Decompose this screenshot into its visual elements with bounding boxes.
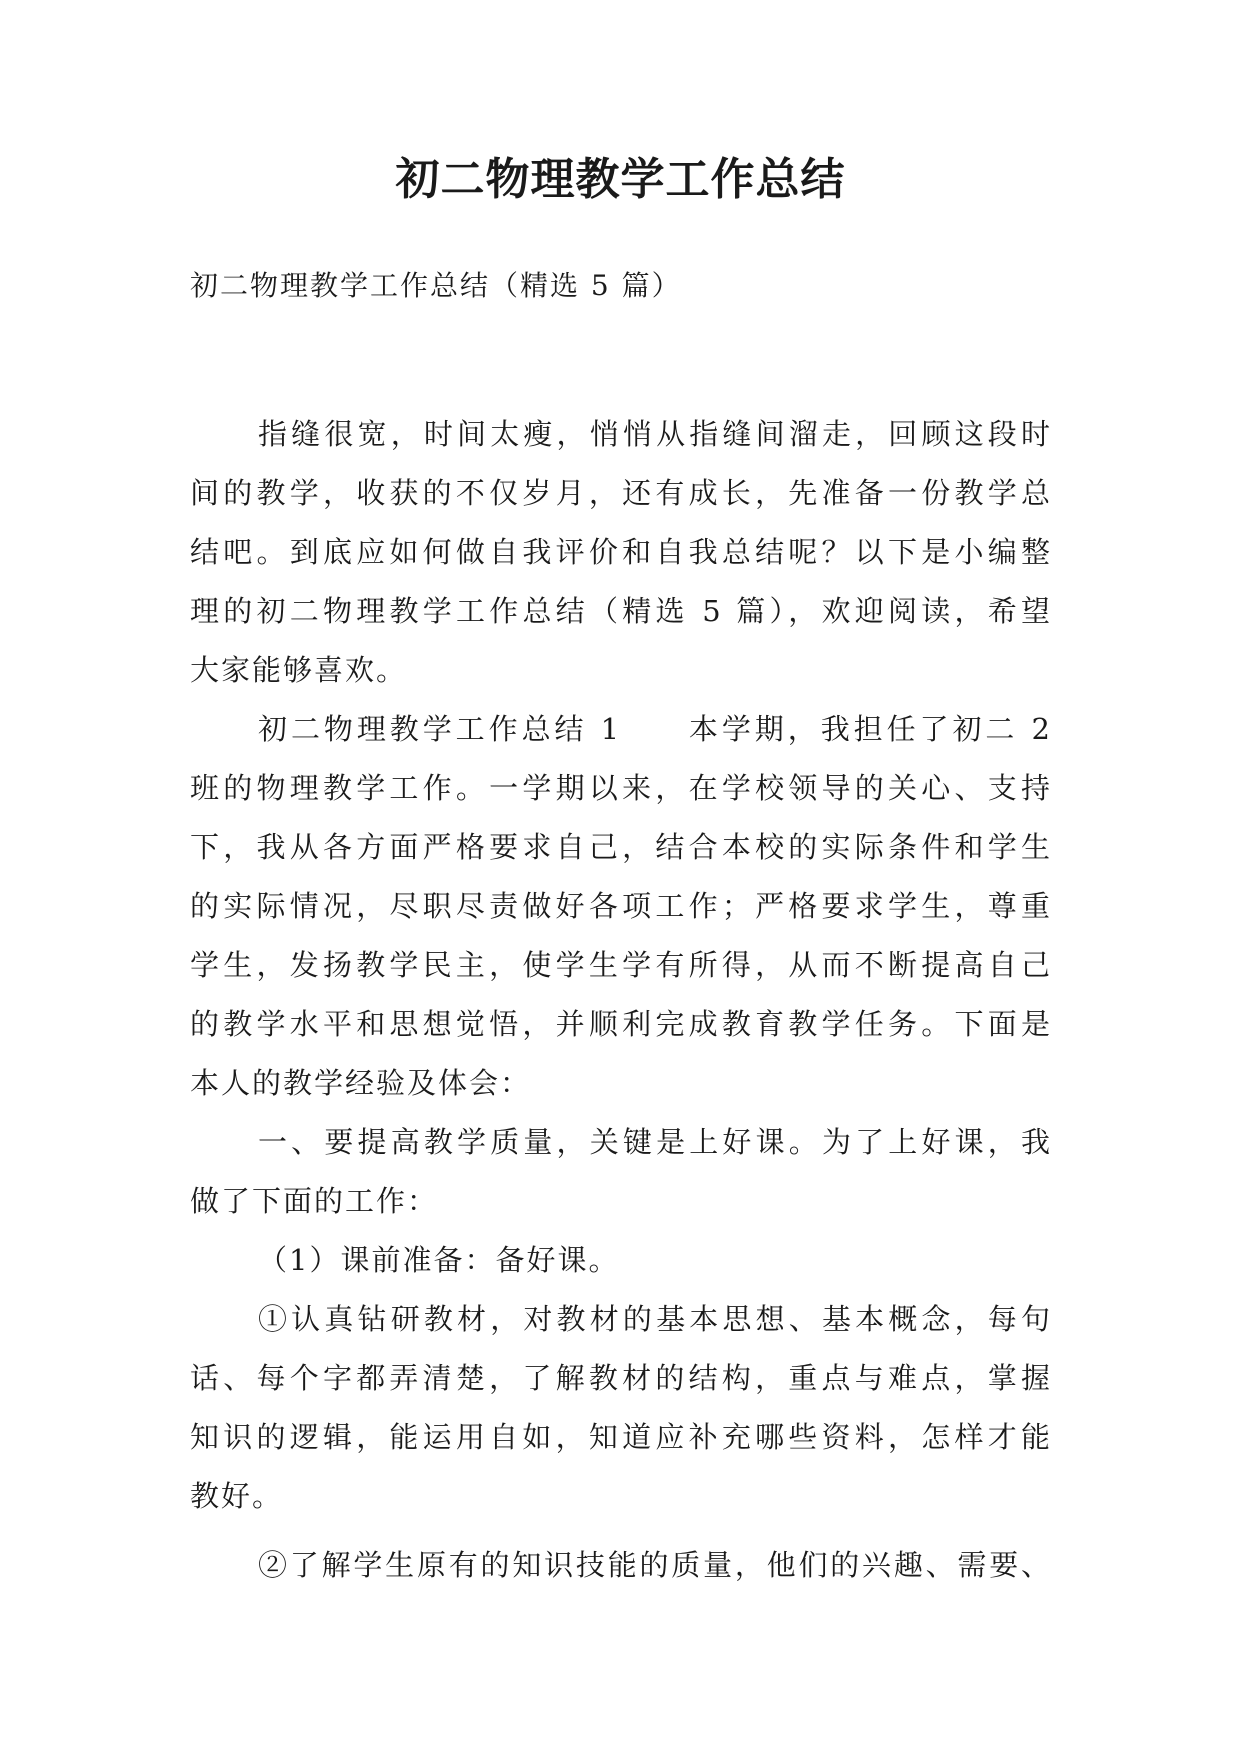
document-subtitle: 初二物理教学工作总结（精选 5 篇） bbox=[190, 269, 682, 302]
text-line: 教好。 bbox=[190, 1479, 284, 1513]
text-line: 指缝很宽，时间太瘦，悄悄从指缝间溜走，回顾这段时 bbox=[258, 417, 1052, 451]
text-line: 话、每个字都弄清楚，了解教材的结构，重点与难点，掌握 bbox=[190, 1361, 1052, 1395]
text-line: 做了下面的工作： bbox=[190, 1184, 439, 1218]
text-line: 的实际情况，尽职尽责做好各项工作；严格要求学生，尊重 bbox=[190, 889, 1052, 923]
text-line: ①认真钻研教材，对教材的基本思想、基本概念，每句 bbox=[258, 1302, 1052, 1336]
text-line: 间的教学，收获的不仅岁月，还有成长，先准备一份教学总 bbox=[190, 476, 1052, 510]
document-title: 初二物理教学工作总结 bbox=[395, 154, 846, 205]
text-line: 知识的逻辑，能运用自如，知道应补充哪些资料，怎样才能 bbox=[190, 1420, 1052, 1454]
text-line: （1）课前准备：备好课。 bbox=[258, 1243, 620, 1277]
text-line: 班的物理教学工作。一学期以来，在学校领导的关心、支持 bbox=[190, 771, 1052, 805]
document-body bbox=[190, 405, 1052, 1595]
text-line: 本人的教学经验及体会： bbox=[190, 1066, 532, 1100]
text-line: 一、要提高教学质量，关键是上好课。为了上好课，我 bbox=[258, 1125, 1052, 1159]
text-line: 初二物理教学工作总结 1 本学期，我担任了初二 2 bbox=[258, 712, 1052, 746]
text-line: 下，我从各方面严格要求自己，结合本校的实际条件和学生 bbox=[190, 830, 1052, 864]
text-line: 结吧。到底应如何做自我评价和自我总结呢？以下是小编整 bbox=[190, 535, 1052, 569]
paragraph-gap bbox=[190, 1526, 1052, 1536]
text-line: 理的初二物理教学工作总结（精选 5 篇），欢迎阅读，希望 bbox=[190, 594, 1052, 628]
text-line: 大家能够喜欢。 bbox=[190, 653, 408, 687]
text-line: 的教学水平和思想觉悟，并顺利完成教育教学任务。下面是 bbox=[190, 1007, 1052, 1041]
text-line: ②了解学生原有的知识技能的质量，他们的兴趣、需要、 bbox=[258, 1548, 1052, 1582]
text-line: 学生，发扬教学民主，使学生学有所得，从而不断提高自己 bbox=[190, 948, 1052, 982]
